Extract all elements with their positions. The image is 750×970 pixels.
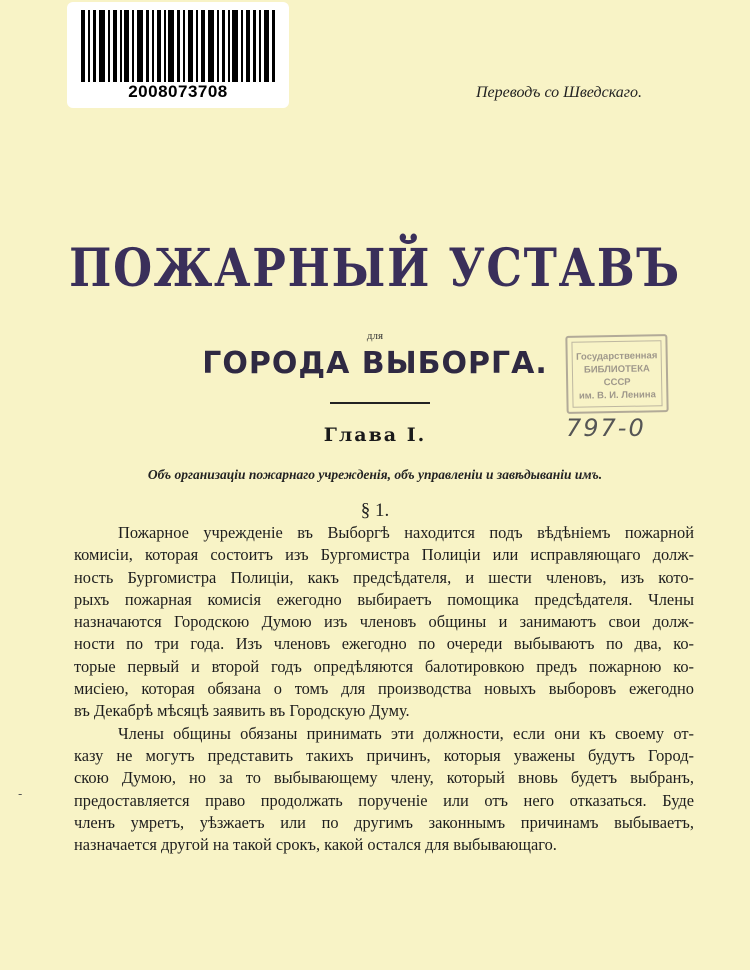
title-divider — [330, 402, 430, 404]
text-line: назначаются Городскою Думою изъ членовъ общины и занимаютъ свои долж- — [74, 612, 694, 632]
title-for-word: для — [366, 330, 384, 342]
text-line: комисіи, которая состоитъ изъ Бургомистра Полиціи или исправляющаго долж- — [74, 545, 694, 565]
handwritten-number: 797-0 — [566, 414, 646, 442]
text-line: Пожарное учрежденіе въ Выборгѣ находится подъ вѣдѣніемъ пожарной — [118, 523, 694, 542]
section-number: § 1. — [360, 500, 390, 521]
text-line: скою Думою, но за то выбывающему члену, который вновь будетъ выбранъ, — [74, 768, 694, 788]
chapter-heading: Глава I. — [323, 424, 427, 446]
barcode-icon — [77, 10, 279, 82]
barcode-number: 2008073708 — [128, 82, 228, 101]
stamp-line: им. В. И. Ленина — [578, 389, 656, 402]
library-stamp — [565, 334, 668, 414]
text-line: въ Декабрѣ мѣсяцѣ заявить въ Городскую Думу. — [74, 701, 410, 721]
text-line: казу не могутъ представить такихъ причинъ, которыя уважены будутъ Город- — [74, 745, 694, 765]
text-line: ности по три года. Изъ членовъ ежегодно по очереди выбываютъ по два, ко- — [74, 634, 694, 654]
main-title: ПОЖАРНЫЙ УСТАВЪ — [69, 238, 681, 299]
text-line: мисіею, которая обязана о томъ для производства новыхъ выборовъ ежегодно — [74, 679, 694, 699]
text-line: рыхъ пожарная комисія ежегодно выбираетъ помощика предсѣдателя. Члены — [74, 589, 694, 609]
stamp-line: Государственная — [575, 350, 658, 363]
translation-note: Переводъ со Шведскаго. — [476, 84, 643, 101]
text-line: членъ умретъ, уѣзжаетъ или по другимъ законнымъ причинамъ выбываетъ, — [74, 812, 694, 832]
stamp-line: БИБЛИОТЕКА — [583, 363, 650, 376]
text-line: назначается другой на такой срокъ, какой остался для выбывающаго. — [74, 835, 557, 855]
stamp-line: СССР — [603, 376, 631, 389]
chapter-subtitle: Объ организаціи пожарнаго учрежденія, объ управленіи и завѣдываніи имъ. — [147, 467, 603, 482]
text-line: ность Бургомистра Полиціи, какъ предсѣдателя, и шести членовъ, изъ кото- — [74, 567, 694, 587]
text-line: торые первый и второй годъ опредѣляются балотировкою предъ пожарною ко- — [74, 656, 694, 676]
body-text — [74, 522, 694, 856]
text-line: Члены общины обязаны принимать эти должности, если они къ своему от- — [118, 723, 694, 743]
barcode-label — [67, 2, 289, 108]
margin-mark: - — [18, 787, 23, 801]
city-title: ГОРОДА ВЫБОРГА. — [202, 346, 548, 381]
text-line: предоставляется право продолжать порученіе или отъ него отказаться. Буде — [74, 790, 694, 810]
